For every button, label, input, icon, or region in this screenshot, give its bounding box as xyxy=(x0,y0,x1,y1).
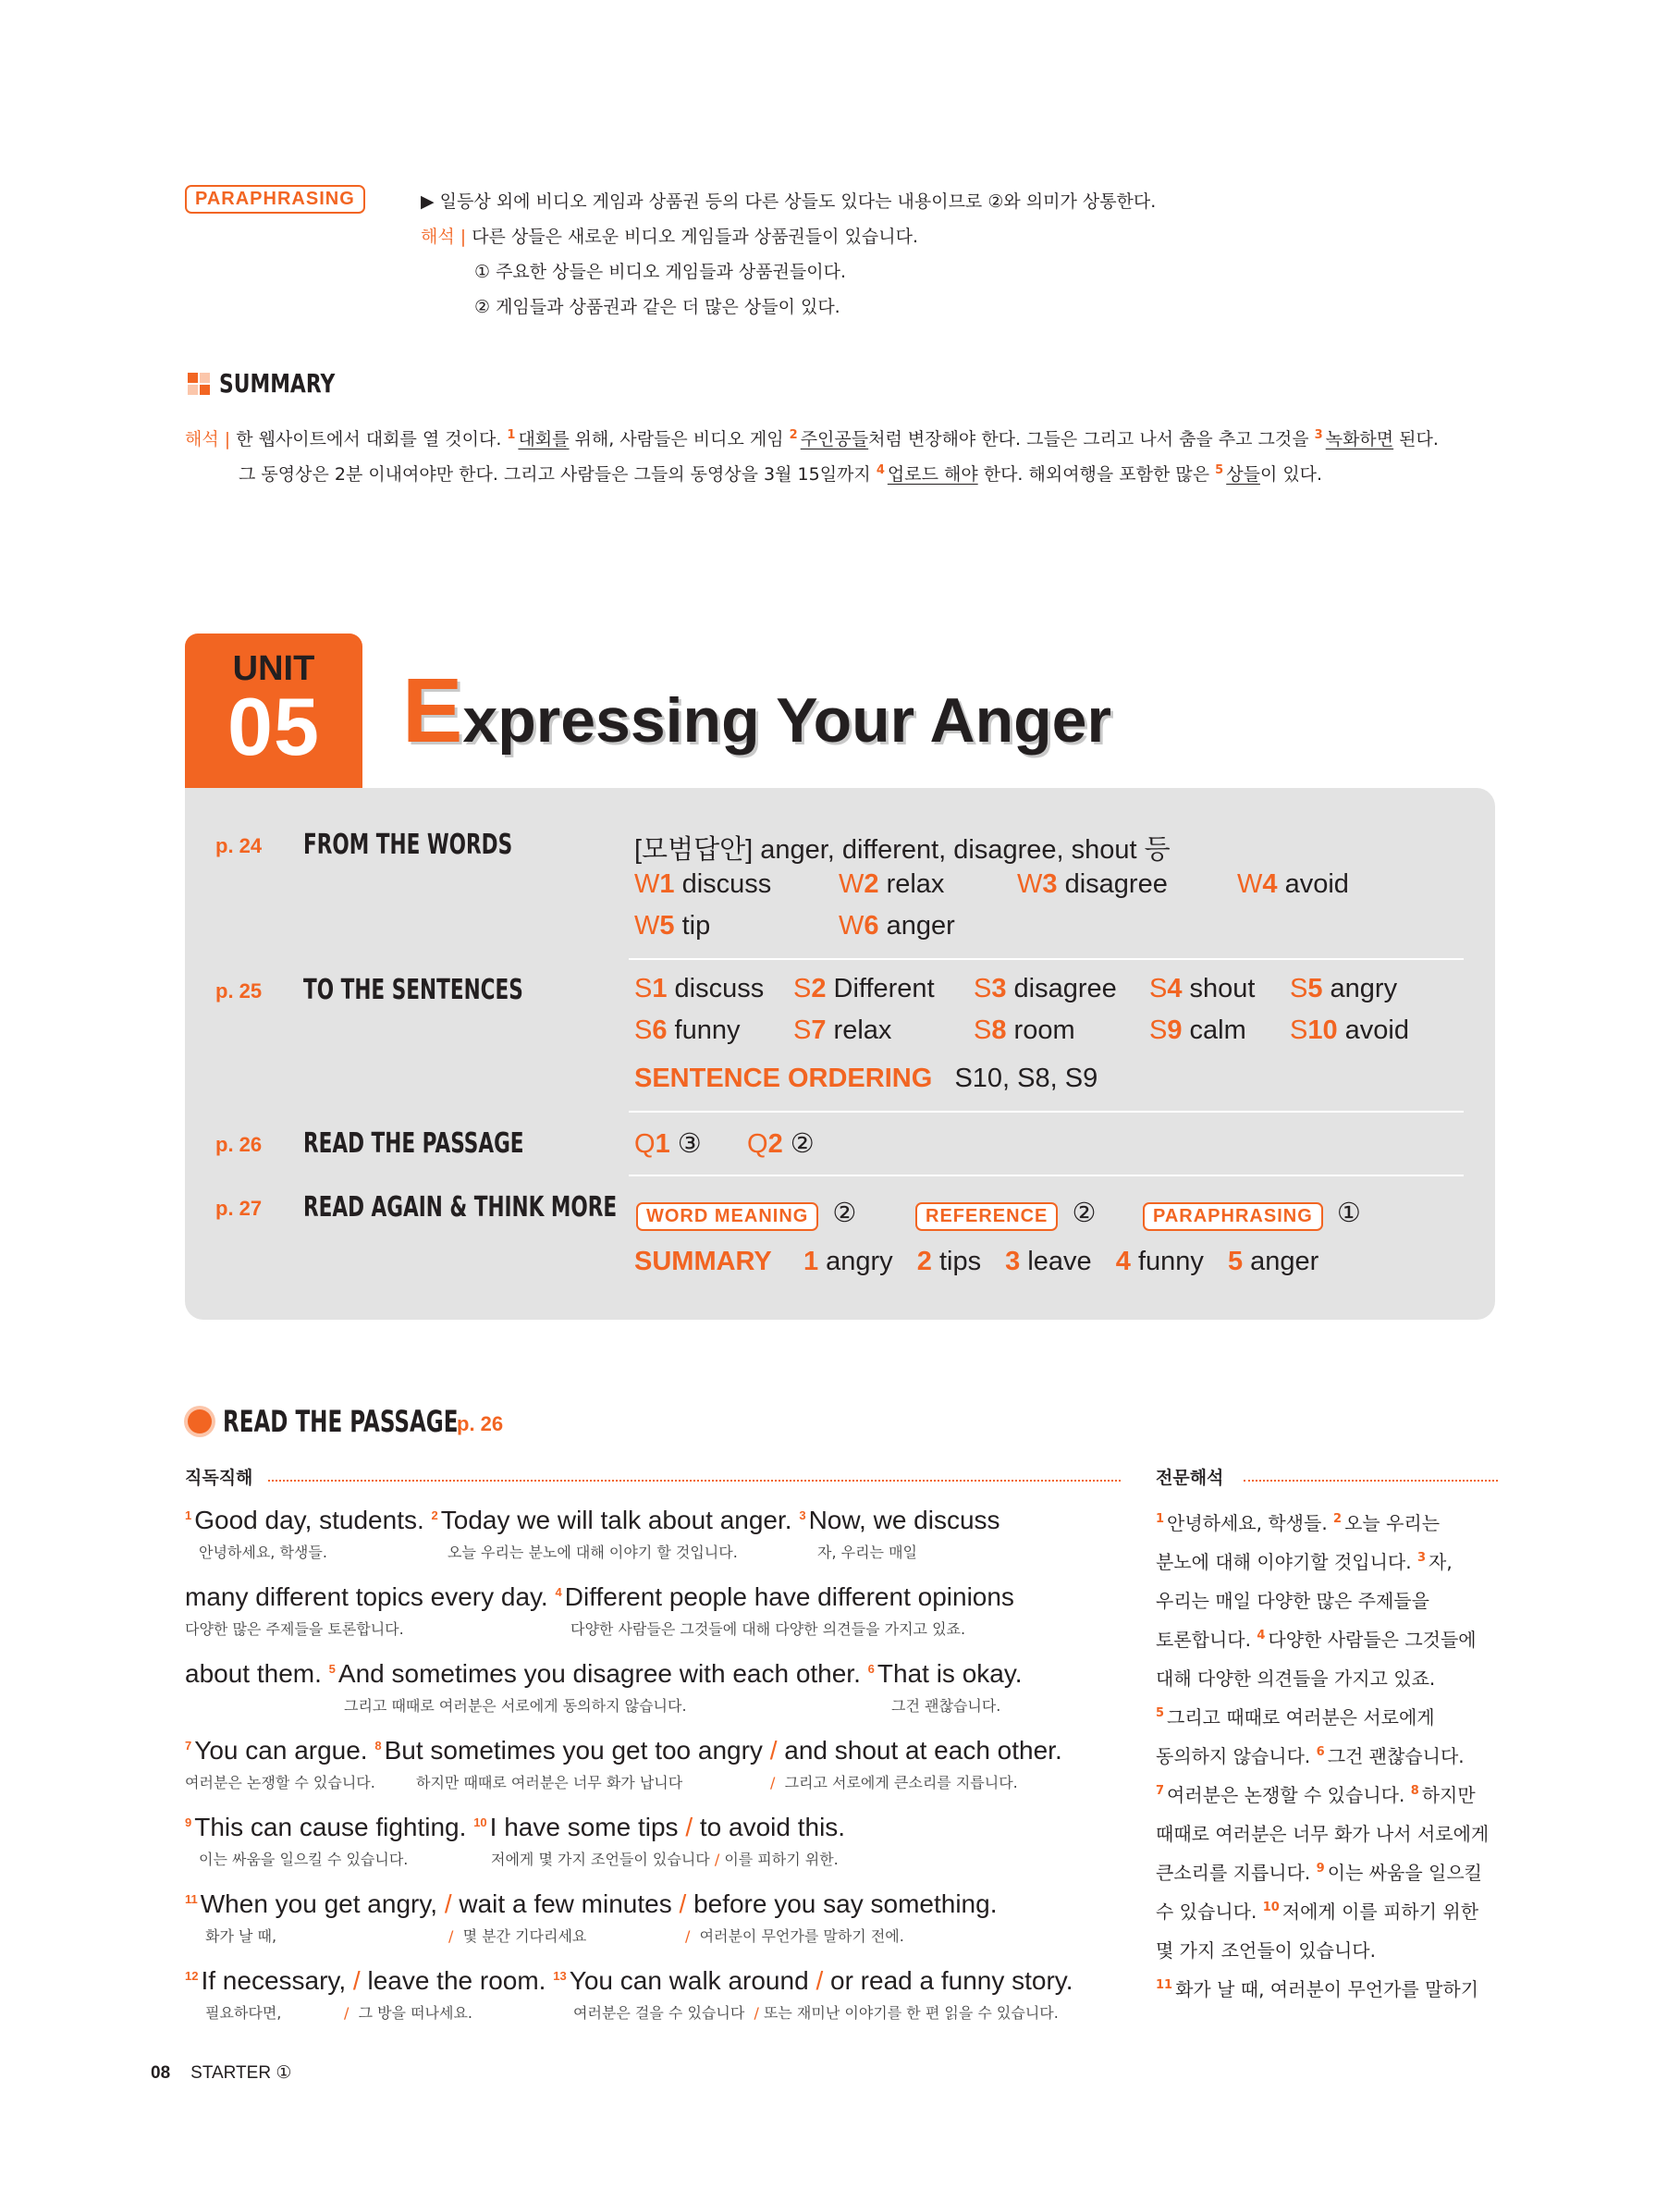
panel-divider xyxy=(629,1175,1464,1176)
page-ref-sentences: p. 25 xyxy=(215,979,263,1003)
gloss: / 그 방을 떠나세요. xyxy=(344,2004,473,2022)
summary-title: SUMMARY xyxy=(219,368,336,399)
summary-label: 해석 | xyxy=(185,429,231,449)
squares-icon xyxy=(188,373,210,395)
summary-blank-1: 대회를 xyxy=(518,429,570,449)
full-translation: $^1$ 안녕하세요, 학생들. $^2$ 오늘 우리는 분노에 대해 이야기할 것입니다. $^3$ 자, 우리는 매일 다양한 많은 주제들을 토론합니다. $^4$ 다양한 사람들은 그것들에 대해 다양한 의견들을 가지고 있죠. $^5$ 그리고 때때로 여러분은 서로에게 동의하지 않습니다. $^6$ 그건 괜찮습니다. $^7$ 여러분은 논쟁할 수 있습니다. $^8$ 하지만 때때로 여러분은 너무 화가 나서 서로에게 큰소리를 지릅니다. $^9$ 이는 싸움을 일으킬 수 있습니다. $^{10}$ 저에게 이를 피하기 위한 몇 가지 조언들이 있습니다. $^{11}$ 화가 날 때, 여러분이 무언가를 말하기 xyxy=(1156,1512,1490,2000)
answer-w4: W4 avoid xyxy=(1237,869,1349,899)
gloss: 다양한 많은 주제들을 토론합니다. xyxy=(185,1620,404,1638)
model-answer: [모범답안] anger, different, disagree, shout 등 xyxy=(634,835,1171,865)
gloss: 그리고 때때로 여러분은 서로에게 동의하지 않습니다. xyxy=(344,1697,687,1715)
summary-blank-3: 녹화하면 xyxy=(1325,429,1394,449)
reference-tag: REFERENCE xyxy=(915,1202,1058,1231)
gloss: 필요하다면, xyxy=(205,2004,282,2022)
translation-label: 해석 | xyxy=(421,227,467,247)
gloss: / 몇 분간 기다리세요 xyxy=(448,1927,587,1945)
answer-s3: S3 disagree xyxy=(974,974,1117,1003)
passage-line-5: $^9$ This can cause fighting. $^{10}$ I have some tips / to avoid this. xyxy=(185,1813,846,1841)
page-number: 08 xyxy=(151,2063,171,2083)
gloss: 여러분은 걸을 수 있습니다 / 또는 재미난 이야기를 한 편 읽을 수 있습니다. xyxy=(573,2004,1059,2022)
answer-s10: S10 avoid xyxy=(1290,1015,1409,1045)
summary-heading xyxy=(188,368,368,399)
answer-w5: W5 tip xyxy=(634,911,711,941)
summary-text-line-1: 해석 | 한 웹사이트에서 대회를 열 것이다. $^1$ 대회를 위해, 사람들은 비디오 게임 $^2$ 주인공들처럼 변장해야 한다. 그들은 그리고 나서 춤을 추고 그것을 $^3$ 녹화하면 된다. xyxy=(185,427,1439,449)
unit-number: 05 xyxy=(227,681,320,772)
reference-answer: REFERENCE ② xyxy=(915,1197,1096,1231)
gloss: 여러분은 논쟁할 수 있습니다. xyxy=(185,1774,375,1791)
gloss: 화가 날 때, xyxy=(205,1927,277,1945)
left-column-heading: 직독직해 xyxy=(185,1468,253,1488)
gloss: 자, 우리는 매일 xyxy=(817,1544,917,1561)
passage-line-1: $^1$ Good day, students. $^2$ Today we will talk about anger. $^3$ Now, we discuss xyxy=(185,1506,1000,1534)
answer-q2: Q2 ② xyxy=(747,1129,815,1159)
section-from-the-words: FROM THE WORDS xyxy=(303,829,513,861)
page-ref-passage: p. 26 xyxy=(215,1133,263,1156)
answer-w2: W2 relax xyxy=(839,869,945,899)
answer-s5: S5 angry xyxy=(1290,974,1398,1003)
dotted-rule xyxy=(268,1480,1121,1482)
summary-blank-4: 업로드 해야 xyxy=(887,464,978,485)
paraphrasing-tag: PARAPHRASING xyxy=(185,185,365,214)
passage-line-7: $^{12}$ If necessary, / leave the room. $^{13}$ You can walk around / or read a funny story. xyxy=(185,1966,1073,1995)
summary-text-line-2: 그 동영상은 2분 이내여야만 한다. 그리고 사람들은 그들의 동영상을 3월 15일까지 $^4$ 업로드 해야 한다. 해외여행을 포함한 많은 $^5$ 상들이 있다. xyxy=(239,462,1323,485)
summary-answers: SUMMARY 1 angry 2 tips 3 leave 4 funny 5 anger xyxy=(634,1247,1319,1276)
sentence-ordering: SENTENCE ORDERING S10, S8, S9 xyxy=(634,1064,1098,1093)
answer-s2: S2 Different xyxy=(793,974,935,1003)
answer-w1: W1 discuss xyxy=(634,869,772,899)
unit-title: Expressing Your Anger xyxy=(402,659,1111,761)
word-meaning-tag: WORD MEANING xyxy=(636,1202,818,1231)
panel-divider xyxy=(629,1111,1464,1113)
answer-s6: S6 funny xyxy=(634,1015,741,1045)
answer-panel xyxy=(185,788,1495,1320)
passage-line-4: $^7$ You can argue. $^8$ But sometimes you get too angry / and shout at each other. xyxy=(185,1736,1062,1765)
paraphrasing-answer: PARAPHRASING ① xyxy=(1143,1197,1361,1231)
section-to-the-sentences: TO THE SENTENCES xyxy=(303,974,523,1006)
answer-w6: W6 anger xyxy=(839,911,955,941)
book-title: STARTER ① xyxy=(190,2063,292,2083)
gloss: 그건 괜찮습니다. xyxy=(891,1697,1001,1715)
answer-w3: W3 disagree xyxy=(1017,869,1168,899)
paraphrasing-translation xyxy=(421,218,918,255)
gloss: / 여러분이 무언가를 말하기 전에. xyxy=(685,1927,904,1945)
read-passage-title: READ THE PASSAGE xyxy=(223,1404,459,1439)
passage-line-3: about them. $^5$ And sometimes you disagree with each other. $^6$ That is okay. xyxy=(185,1659,1023,1688)
paraphrasing-line-1: 다른 상들은 새로운 비디오 게임들과 상품권들이 있습니다. xyxy=(472,227,918,247)
gloss: / 그리고 서로에게 큰소리를 지릅니다. xyxy=(770,1774,1018,1791)
answer-s1: S1 discuss xyxy=(634,974,765,1003)
paraphrasing-line-2: ① 주요한 상들은 비디오 게임들과 상품권들이다. xyxy=(474,262,846,282)
word-meaning-answer: WORD MEANING ② xyxy=(636,1197,856,1231)
passage-line-2: many different topics every day. $^4$ Different people have different opinions xyxy=(185,1582,1014,1611)
page-ref-words: p. 24 xyxy=(215,834,263,857)
paraphrasing-bullet: ▶ 일등상 외에 비디오 게임과 상품권 등의 다른 상들도 있다는 내용이므로 ②와 의미가 상통한다. xyxy=(421,191,1157,212)
summary-blank-5: 상들 xyxy=(1226,464,1260,485)
circle-icon xyxy=(188,1409,212,1433)
paraphrasing-line-3: ② 게임들과 상품권과 같은 더 많은 상들이 있다. xyxy=(474,297,840,317)
summary-blank-2: 주인공들 xyxy=(800,429,869,449)
gloss: 오늘 우리는 분노에 대해 이야기 할 것입니다. xyxy=(448,1544,738,1561)
answer-s4: S4 shout xyxy=(1149,974,1256,1003)
section-read-the-passage: READ THE PASSAGE xyxy=(303,1127,524,1160)
answer-s9: S9 calm xyxy=(1149,1015,1246,1045)
gloss: 안녕하세요, 학생들. xyxy=(199,1544,327,1561)
read-passage-page: p. 26 xyxy=(457,1412,504,1435)
answer-s8: S8 room xyxy=(974,1015,1075,1045)
gloss: 다양한 사람들은 그것들에 대해 다양한 의견들을 가지고 있죠. xyxy=(570,1620,966,1638)
panel-divider xyxy=(629,958,1464,960)
page-footer xyxy=(151,2062,291,2084)
gloss: 이는 싸움을 일으킬 수 있습니다. xyxy=(199,1851,409,1868)
paraphrasing-tag-2: PARAPHRASING xyxy=(1143,1202,1323,1231)
answer-q1: Q1 ③ xyxy=(634,1129,702,1159)
passage-line-6: $^{11}$ When you get angry, / wait a few minutes / before you say something. xyxy=(185,1889,998,1918)
right-column-heading: 전문해석 xyxy=(1156,1468,1224,1488)
dotted-rule xyxy=(1244,1480,1498,1482)
gloss: 하지만 때때로 여러분은 너무 화가 납니다 xyxy=(416,1774,683,1791)
page-ref-again: p. 27 xyxy=(215,1197,263,1220)
gloss: 저에게 몇 가지 조언들이 있습니다 / 이를 피하기 위한. xyxy=(491,1851,839,1868)
section-read-again: READ AGAIN & THINK MORE xyxy=(303,1191,618,1224)
answer-s7: S7 relax xyxy=(793,1015,892,1045)
unit-label: UNIT xyxy=(232,649,315,688)
